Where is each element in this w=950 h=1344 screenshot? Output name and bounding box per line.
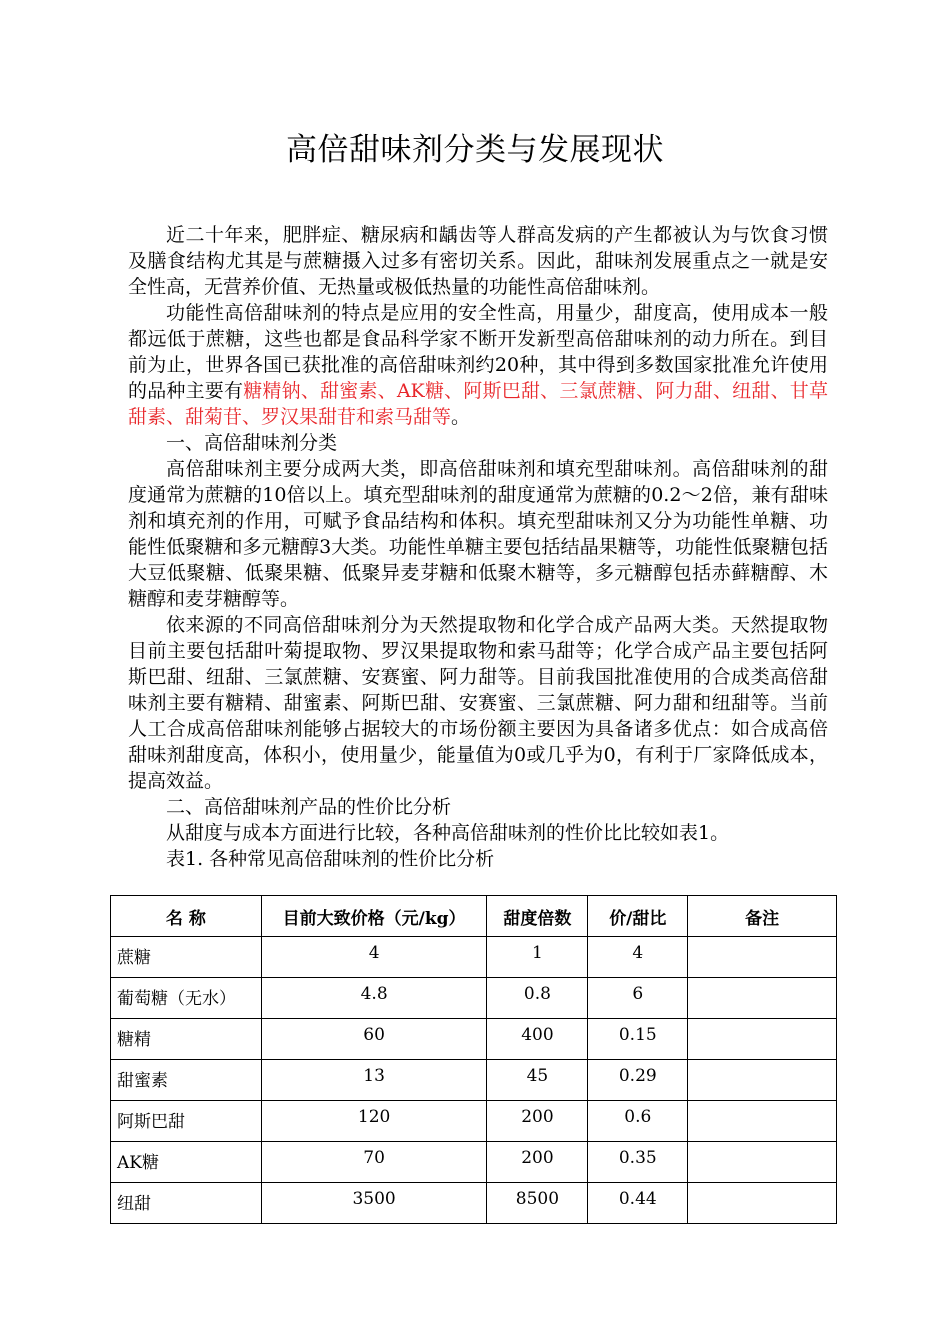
- cell-price: 4: [261, 937, 487, 978]
- table-row: [111, 1101, 837, 1142]
- cell-price: 70: [261, 1142, 487, 1183]
- cell-sweetness: 1: [487, 937, 588, 978]
- cell-price: 4.8: [261, 978, 487, 1019]
- cell-ratio: 0.6: [588, 1101, 688, 1142]
- cell-note: [688, 1183, 837, 1224]
- paragraph-features-text: 功能性高倍甜味剂的特点是应用的安全性高，用量少，甜度高，使用成本一般都远低于蔗糖，这些也都是食品科学家不断开发新型高倍甜味剂的动力所在。到目前为止，世界各国已获批准的高倍甜味剂约20种，其中得到多数国家批准允许使用的品种主要有: [128, 302, 828, 402]
- section-heading-cost-analysis: 二、高倍甜味剂产品的性价比分析: [166, 796, 452, 818]
- cell-name: 甜蜜素: [111, 1060, 262, 1101]
- cell-ratio: 0.15: [588, 1019, 688, 1060]
- cell-note: [688, 978, 837, 1019]
- cell-sweetness: 200: [487, 1142, 588, 1183]
- header-ratio: 价/甜比: [588, 896, 688, 937]
- cell-sweetness: 8500: [487, 1183, 588, 1224]
- header-price: 目前大致价格（元/kg）: [261, 896, 487, 937]
- cell-ratio: 0.44: [588, 1183, 688, 1224]
- table-row: [111, 937, 837, 978]
- cell-name: 糖精: [111, 1019, 262, 1060]
- cell-ratio: 4: [588, 937, 688, 978]
- cell-price: 13: [261, 1060, 487, 1101]
- table-row: [111, 1019, 837, 1060]
- cell-ratio: 0.29: [588, 1060, 688, 1101]
- cell-sweetness: 200: [487, 1101, 588, 1142]
- cell-sweetness: 400: [487, 1019, 588, 1060]
- header-name: 名 称: [111, 896, 262, 937]
- cell-name: AK糖: [111, 1142, 262, 1183]
- paragraph-features-end: 。: [451, 406, 471, 428]
- paragraph-source: 依来源的不同高倍甜味剂分为天然提取物和化学合成产品两大类。天然提取物目前主要包括甜叶菊提取物、罗汉果提取物和索马甜等；化学合成产品主要包括阿斯巴甜、纽甜、三氯蔗糖、安赛蜜、阿力甜等。目前我国批准使用的合成类高倍甜味剂主要有糖精、甜蜜素、阿斯巴甜、安赛蜜、三氯蔗糖、阿力甜和纽甜等。当前人工合成高倍甜味剂能够占据较大的市场份额主要因为具备诸多优点：如合成高倍甜味剂甜度高，体积小，使用量少，能量值为0或几乎为0，有利于厂家降低成本，提高效益。: [128, 614, 828, 792]
- table-row: [111, 1183, 837, 1224]
- paragraph-comparison: 从甜度与成本方面进行比较，各种高倍甜味剂的性价比比较如表1。: [166, 822, 730, 844]
- cell-price: 60: [261, 1019, 487, 1060]
- section-heading-classification: 一、高倍甜味剂分类: [166, 432, 338, 454]
- cell-ratio: 0.35: [588, 1142, 688, 1183]
- cell-name: 蔗糖: [111, 937, 262, 978]
- highlighted-sweetener-list: 糖精钠、甜蜜素、AK糖、阿斯巴甜、三氯蔗糖、阿力甜、纽甜、甘草甜素、甜菊苷、罗汉果甜苷和索马甜等: [128, 380, 828, 428]
- page-title: 高倍甜味剂分类与发展现状: [286, 132, 664, 168]
- cell-note: [688, 1019, 837, 1060]
- cell-name: 阿斯巴甜: [111, 1101, 262, 1142]
- cell-name: 葡萄糖（无水）: [111, 978, 262, 1019]
- paragraph-classification: 高倍甜味剂主要分成两大类，即高倍甜味剂和填充型甜味剂。高倍甜味剂的甜度通常为蔗糖的10倍以上。填充型甜味剂的甜度通常为蔗糖的0.2～2倍，兼有甜味剂和填充剂的作用，可赋予食品结构和体积。填充型甜味剂又分为功能性单糖、功能性低聚糖和多元糖醇3大类。功能性单糖主要包括结晶果糖等，功能性低聚糖包括大豆低聚糖、低聚果糖、低聚异麦芽糖和低聚木糖等，多元糖醇包括赤藓糖醇、木糖醇和麦芽糖醇等。: [128, 458, 828, 610]
- table-row: [111, 1142, 837, 1183]
- sweetener-comparison-table: [110, 895, 837, 1224]
- cell-note: [688, 1101, 837, 1142]
- header-note: 备注: [688, 896, 837, 937]
- body-text: [128, 222, 828, 872]
- table-header-row: [111, 896, 837, 937]
- table-row: [111, 978, 837, 1019]
- cell-ratio: 6: [588, 978, 688, 1019]
- cell-note: [688, 1142, 837, 1183]
- table-row: [111, 1060, 837, 1101]
- cell-note: [688, 937, 837, 978]
- cell-note: [688, 1060, 837, 1101]
- cell-name: 纽甜: [111, 1183, 262, 1224]
- cell-price: 120: [261, 1101, 487, 1142]
- paragraph-features: [128, 300, 828, 430]
- cell-price: 3500: [261, 1183, 487, 1224]
- cell-sweetness: 45: [487, 1060, 588, 1101]
- paragraph-intro: 近二十年来，肥胖症、糖尿病和龋齿等人群高发病的产生都被认为与饮食习惯及膳食结构尤其是与蔗糖摄入过多有密切关系。因此，甜味剂发展重点之一就是安全性高，无营养价值、无热量或极低热量的功能性高倍甜味剂。: [128, 224, 828, 298]
- table-caption: 表1. 各种常见高倍甜味剂的性价比分析: [166, 848, 495, 870]
- cell-sweetness: 0.8: [487, 978, 588, 1019]
- header-sweetness: 甜度倍数: [487, 896, 588, 937]
